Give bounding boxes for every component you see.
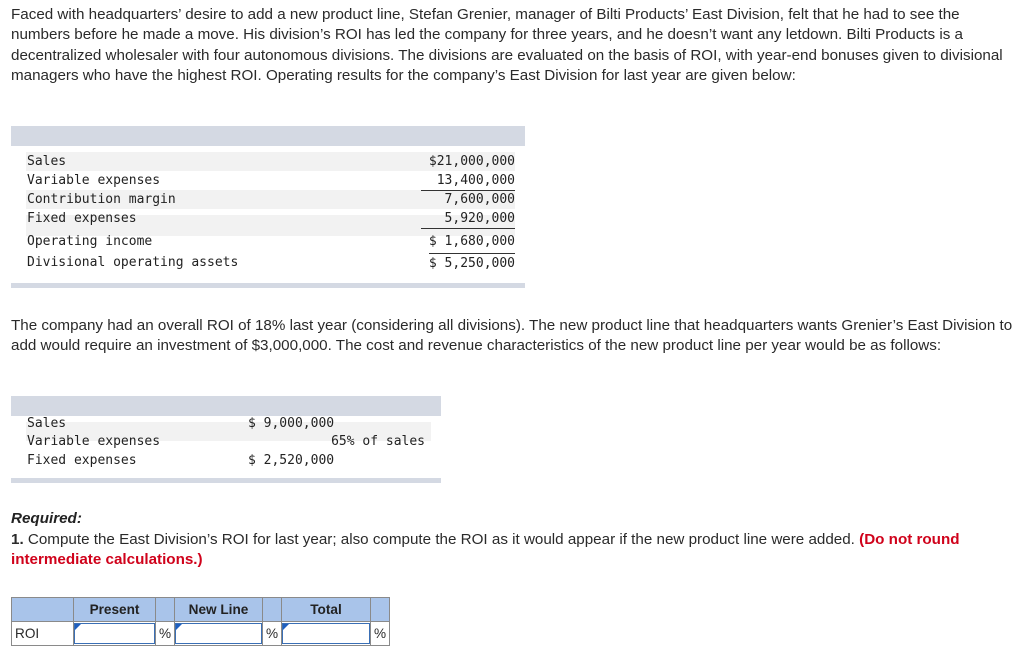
row-label: Sales xyxy=(27,416,67,431)
row-value: $ 5,250,000 xyxy=(429,253,515,273)
table-row xyxy=(11,252,525,272)
row-value: 7,600,000 xyxy=(444,192,515,207)
row-label: Contribution margin xyxy=(27,192,176,207)
row-value: $21,000,000 xyxy=(428,154,515,169)
required-note: (Do not round intermediate calculations.) xyxy=(11,531,960,569)
required-instructions xyxy=(11,530,1016,571)
table-row xyxy=(11,171,525,190)
table-row xyxy=(11,432,441,451)
new-product-line-table xyxy=(11,396,441,483)
table-row xyxy=(11,451,441,470)
new-line-roi-input[interactable] xyxy=(175,623,262,644)
row-value: $ 9,000,000 xyxy=(248,416,335,431)
row-label: Variable expenses xyxy=(27,434,161,449)
row-label: Fixed expenses xyxy=(27,211,137,226)
table-row xyxy=(11,152,525,171)
intro-paragraph: Faced with headquarters’ desire to add a new product line, Stefan Grenier, manager of Bilti Products’ East Division, felt that he had to see the numbers before he made a move. His division’s ROI has led the company for three years, and he doesn’t want any letdown. Bilti Products is a decentralized wholesaler with four autonomous divisions. The divisions are evaluated on the basis of ROI, with year-end bonuses given to divisional managers who have the highest ROI. Operating results for the company’s East Division for last year are given below: xyxy=(11,6,1003,85)
corner-cell xyxy=(12,598,74,622)
row-label: Sales xyxy=(27,154,67,169)
middle-paragraph: The company had an overall ROI of 18% last year (considering all divisions). The new product line that headquarters wants Grenier’s East Division to add would require an investment of $3,000,000. The cost and revenue characteristics of the new product line per year would be as follows: xyxy=(11,317,1013,355)
table-row xyxy=(11,190,525,209)
table-footer-band xyxy=(11,283,525,288)
percent-sign: % xyxy=(263,622,282,646)
required-text: Compute the East Division’s ROI for last year; also compute the ROI as it would appear if the new product line were added. xyxy=(23,531,860,548)
required-number: 1. xyxy=(11,531,24,548)
table-header-band xyxy=(11,126,525,146)
roi-answer-table xyxy=(11,597,390,646)
row-label: Fixed expenses xyxy=(27,453,137,468)
row-value: 65% of sales xyxy=(331,434,425,449)
table-row xyxy=(11,232,525,251)
row-value: $ 2,520,000 xyxy=(248,453,335,468)
table-row xyxy=(11,414,441,433)
operating-results-table xyxy=(11,126,525,288)
header-new-line: New Line xyxy=(175,598,263,622)
present-roi-input[interactable] xyxy=(74,623,155,644)
header-total: Total xyxy=(282,598,371,622)
row-value: 5,920,000 xyxy=(421,209,515,229)
row-label: Operating income xyxy=(27,234,153,249)
percent-sign: % xyxy=(156,622,175,646)
row-label-roi: ROI xyxy=(12,622,74,646)
total-roi-input[interactable] xyxy=(282,623,370,644)
table-row xyxy=(11,209,525,228)
header-present: Present xyxy=(74,598,156,622)
row-value: $ 1,680,000 xyxy=(428,234,515,249)
row-label: Variable expenses xyxy=(27,173,161,188)
percent-sign: % xyxy=(371,622,390,646)
required-heading: Required: xyxy=(11,510,82,527)
row-label: Divisional operating assets xyxy=(27,255,239,270)
row-value: 13,400,000 xyxy=(421,171,515,191)
